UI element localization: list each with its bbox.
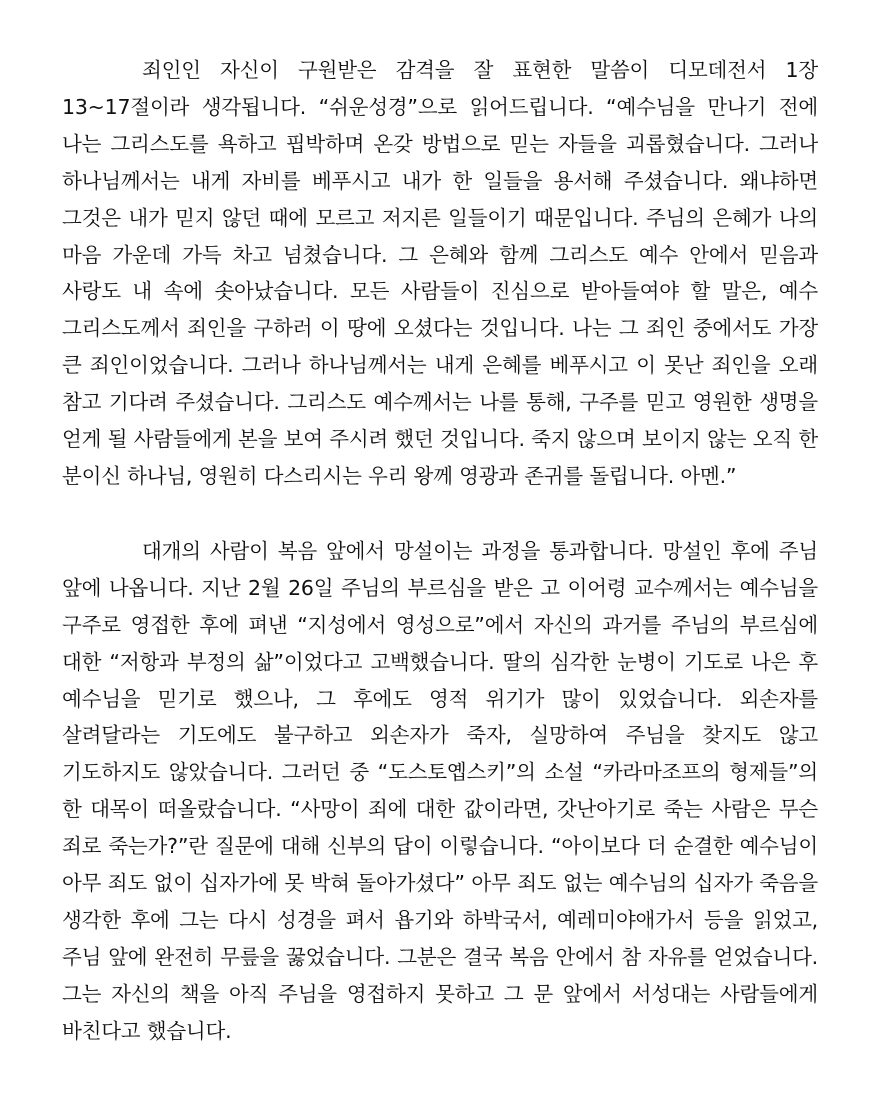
document-page xyxy=(62,52,818,1050)
body-paragraph: 대개의 사람이 복음 앞에서 망설이는 과정을 통과합니다. 망설인 후에 주님 앞에 나옵니다. 지난 2월 26일 주님의 부르심을 받은 고 이어령 교수께서는 예수님을 구주로 영접한 후에 펴낸 “지성에서 영성으로”에서 자신의 과거를 주님의 부르심에 대한 “저항과 부정의 삶”이었다고 고백했습니다. 딸의 심각한 눈병이 기도로 나은 후 예수님을 믿기로 했으나, 그 후에도 영적 위기가 많이 있었습니다. 외손자를 살려달라는 기도에도 불구하고 외손자가 죽자, 실망하여 주님을 찾지도 않고 기도하지도 않았습니다. 그러던 중 “도스토옙스키”의 소설 “카라마조프의 형제들”의 한 대목이 떠올랐습니다. “사망이 죄에 대한 값이라면, 갓난아기로 죽는 사람은 무슨 죄로 죽는가?”란 질문에 대해 신부의 답이 이렇습니다. “아이보다 더 순결한 예수님이 아무 죄도 없이 십자가에 못 박혀 돌아가셨다” 아무 죄도 없는 예수님의 십자가 죽음을 생각한 후에 그는 다시 성경을 펴서 욥기와 하박국서, 예레미야애가서 등을 읽었고, 주님 앞에 완전히 무릎을 꿇었습니다. 그분은 결국 복음 안에서 참 자유를 얻었습니다. 그는 자신의 책을 아직 주님을 영접하지 못하고 그 문 앞에서 서성대는 사람들에게 바친다고 했습니다. xyxy=(62,538,818,1043)
body-paragraph: 죄인인 자신이 구원받은 감격을 잘 표현한 말씀이 디모데전서 1장 13~17절이라 생각됩니다. “쉬운성경”으로 읽어드립니다. “예수님을 만나기 전에 나는 그리스도를 욕하고 핍박하며 온갖 방법으로 믿는 자들을 괴롭혔습니다. 그러나 하나님께서는 내게 자비를 베푸시고 내가 한 일들을 용서해 주셨습니다. 왜냐하면 그것은 내가 믿지 않던 때에 모르고 저지른 일들이기 때문입니다. 주님의 은혜가 나의 마음 가운데 가득 차고 넘쳤습니다. 그 은혜와 함께 그리스도 예수 안에서 믿음과 사랑도 내 속에 솟아났습니다. 모든 사람들이 진심으로 받아들여야 할 말은, 예수 그리스도께서 죄인을 구하러 이 땅에 오셨다는 것입니다. 나는 그 죄인 중에서도 가장 큰 죄인이었습니다. 그러나 하나님께서는 내게 은혜를 베푸시고 이 못난 죄인을 오래 참고 기다려 주셨습니다. 그리스도 예수께서는 나를 통해, 구주를 믿고 영원한 생명을 얻게 될 사람들에게 본을 보여 주시려 했던 것입니다. 죽지 않으며 보이지 않는 오직 한 분이신 하나님, 영원히 다스리시는 우리 왕께 영광과 존귀를 돌립니다. 아멘.” xyxy=(62,58,818,488)
